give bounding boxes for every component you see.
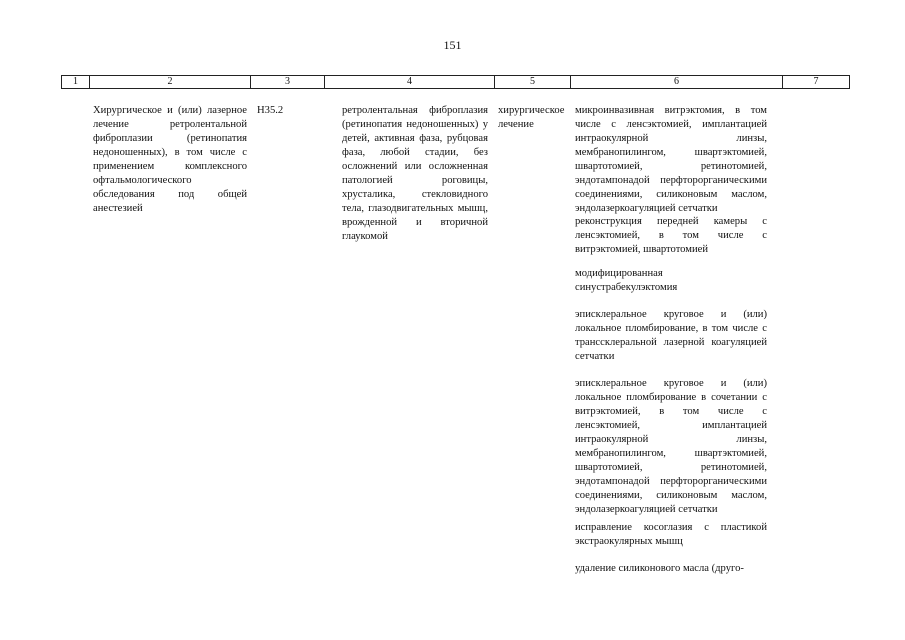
- method-item: [575, 267, 767, 295]
- diagnosis-model: ретролентальная фиброплазия (ретинопатия недоношенных) у детей, активная фаза, рубцовая фаза, любой стадии, без осложнений или осложненная патологией роговицы, хрусталика, стекловидного тела, глазодвигательных мышц, врожденной и вторичной глаукомой: [342, 105, 488, 242]
- method-text: удаление силиконового масла (друго-: [575, 563, 744, 574]
- method-item: [575, 521, 767, 549]
- method-text: микроинвазивная витрэктомия, в том числе с ленсэктомией, имплантацией интраокулярной линзы, мембранопилингом, швартэктомией, швартотомией, ретинотомией, эндотампонадой перфторорганическими соединениями, силиконовым маслом, эндолазеркоагуляцией сетчатки: [575, 105, 767, 214]
- column-number-5: 5: [495, 76, 571, 88]
- method-text: исправление косоглазия с пластикой экстраокулярных мышц: [575, 522, 767, 547]
- icd-code: H35.2: [257, 105, 284, 116]
- column-number-1: 1: [62, 76, 90, 88]
- treatment-name: Хирургическое и (или) лазерное лечение ретролентальной фиброплазии (ретинопатия недоношенных), в том числе с применением комплексного офтальмологического обследования под общей анестезией: [93, 105, 247, 214]
- method-item: [575, 215, 767, 257]
- column-number-2: 2: [90, 76, 251, 88]
- column-number-3: 3: [251, 76, 325, 88]
- column-number-6: 6: [571, 76, 783, 88]
- table-column-header: [61, 75, 850, 89]
- page-number: 151: [443, 38, 462, 52]
- method-text: эписклеральное круговое и (или) локальное пломбирование в сочетании с витрэктомией, в том числе с ленсэктомией, имплантацией интраокулярной линзы, мембранопилингом, швартэктомией, швартотомией, ретинотомией, эндотампонадой перфторорганическими соединениями, силиконовым маслом, эндолазеркоагуляцией сетчатки: [575, 378, 767, 515]
- column-number-4: 4: [325, 76, 495, 88]
- method-item: [575, 377, 767, 517]
- method-text: эписклеральное круговое и (или) локальное пломбирование, в том числе с транссклеральной лазерной коагуляцией сетчатки: [575, 309, 767, 362]
- method-text: реконструкция передней камеры с ленсэктомией, в том числе с витрэктомией, швартотомией: [575, 216, 767, 255]
- method-text: модифицированная синустрабекулэктомия: [575, 268, 678, 293]
- treatment-type: хирургическое лечение: [498, 105, 565, 130]
- method-item: [575, 104, 767, 216]
- method-item: [575, 562, 767, 576]
- column-number-7: 7: [813, 76, 819, 87]
- method-item: [575, 308, 767, 364]
